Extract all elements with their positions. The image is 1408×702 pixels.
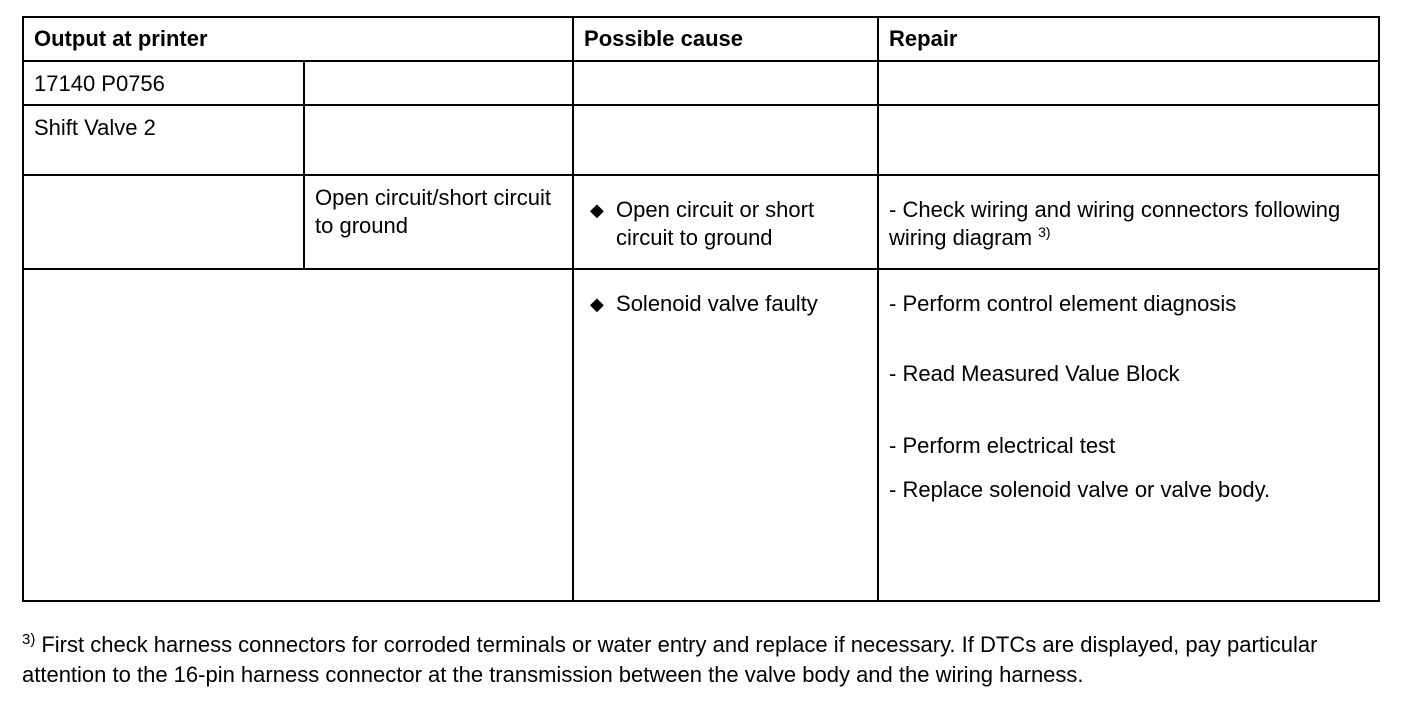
table-header-row (23, 17, 1379, 61)
footnote-reference: 3) (1038, 223, 1051, 240)
cause-cell (573, 269, 878, 601)
repair-item (889, 184, 1368, 252)
header-repair: Repair (878, 17, 1379, 61)
header-output-at-printer: Output at printer (23, 17, 573, 61)
footnote (22, 630, 1392, 690)
cause-item (584, 278, 867, 318)
empty-cell (304, 61, 573, 105)
cause-text: Open circuit or short circuit to ground (616, 197, 815, 250)
empty-cell (23, 269, 573, 601)
empty-cell (304, 105, 573, 175)
cause-cell (573, 175, 878, 269)
repair-text: - Check wiring and wiring connectors following wiring diagram (889, 197, 1341, 250)
component-name-cell: Shift Valve 2 (23, 105, 304, 175)
header-possible-cause: Possible cause (573, 17, 878, 61)
table-row-solenoid (23, 269, 1379, 601)
repair-item: - Perform electrical test (889, 433, 1116, 458)
cause-text: Solenoid valve faulty (616, 291, 818, 316)
repair-cell (878, 269, 1379, 601)
repair-item: - Perform control element diagnosis (889, 291, 1237, 316)
cause-item (584, 184, 867, 252)
empty-cell (878, 61, 1379, 105)
empty-cell (573, 61, 878, 105)
repair-item: - Read Measured Value Block (889, 361, 1180, 386)
dtc-code-cell: 17140 P0756 (23, 61, 304, 105)
table-row-component (23, 105, 1379, 175)
dtc-table (22, 16, 1380, 602)
condition-cell: Open circuit/short circuit to ground (304, 175, 573, 269)
empty-cell (573, 105, 878, 175)
table-row-dtc-code (23, 61, 1379, 105)
empty-cell (878, 105, 1379, 175)
footnote-mark: 3) (22, 630, 36, 648)
repair-item: - Replace solenoid valve or valve body. (889, 477, 1271, 502)
repair-cell (878, 175, 1379, 269)
footnote-text: First check harness connectors for corroded terminals or water entry and replace if necessary. If DTCs are displayed, pay particular attention to the 16-pin harness connector at the transmission between the valve body and the wiring harness. (22, 632, 1318, 687)
diamond-bullet-icon: ◆ (590, 294, 604, 314)
empty-cell (23, 175, 304, 269)
diamond-bullet-icon: ◆ (590, 200, 604, 220)
table-row-open-circuit (23, 175, 1379, 269)
